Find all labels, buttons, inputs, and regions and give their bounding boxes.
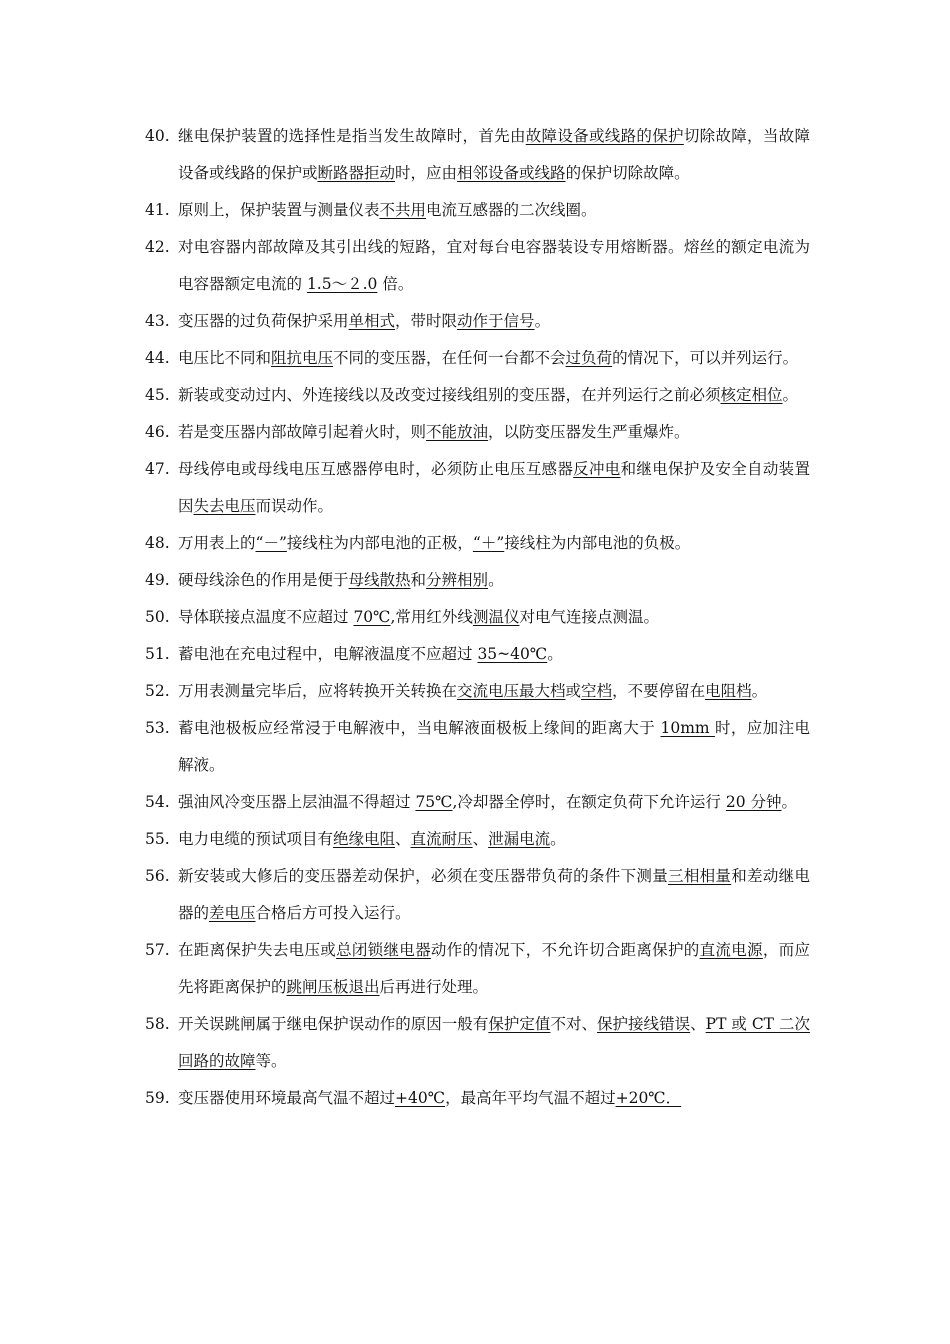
- answer-blank: 母线散热: [348, 571, 411, 589]
- item-text: 电力电缆的预试项目有: [178, 830, 334, 848]
- item-text: 。: [488, 571, 504, 589]
- answer-blank: 不共用: [379, 201, 427, 219]
- item-number: 53.: [145, 719, 170, 737]
- answer-blank: “＋”: [472, 534, 505, 552]
- answer-blank: 20 分钟: [725, 793, 782, 811]
- item-text: ,常用红外线: [390, 608, 473, 626]
- item-text: 和: [410, 571, 427, 589]
- item-number: 42.: [145, 238, 170, 256]
- answer-blank: PT 或 CT 二次回路的故障: [178, 1015, 810, 1070]
- item-text: 不同的变压器，在任何一台都不会: [333, 349, 566, 367]
- item-text: 、: [690, 1015, 706, 1033]
- answer-blank: 测温仪: [472, 608, 520, 626]
- answer-blank: 1.5～２.0: [306, 275, 378, 293]
- answer-blank: 断路器拒动: [317, 164, 396, 182]
- list-item: [145, 599, 810, 636]
- item-text: 和继电保护及安全自动装置因: [178, 460, 810, 515]
- item-number: 55.: [145, 830, 170, 848]
- list-item: [145, 118, 810, 192]
- list-item: [145, 1080, 810, 1117]
- list-item: [145, 784, 810, 821]
- answer-blank: 阻抗电压: [271, 349, 334, 367]
- answer-blank: 三相相量: [668, 867, 732, 885]
- item-number: 56.: [145, 867, 170, 885]
- answer-blank: 75℃: [415, 793, 453, 811]
- item-text: 倍。: [377, 275, 414, 293]
- list-item: [145, 821, 810, 858]
- answer-blank: 35~40℃: [477, 645, 548, 663]
- answer-blank: +40℃: [395, 1089, 446, 1107]
- item-number: 48.: [145, 534, 170, 552]
- item-text: 电流互感器的二次线圈。: [426, 201, 597, 219]
- list-item: [145, 451, 810, 525]
- item-text: 。: [782, 386, 799, 404]
- item-text: 原则上，保护装置与测量仪表: [178, 201, 380, 219]
- item-number: 49.: [145, 571, 170, 589]
- item-text: 。: [781, 793, 798, 811]
- question-list: [145, 118, 810, 1117]
- item-number: 57.: [145, 941, 170, 959]
- list-item: [145, 932, 810, 1006]
- item-text: 合格后方可投入运行。: [255, 904, 411, 922]
- item-text: 。: [547, 645, 563, 663]
- list-item: [145, 192, 810, 229]
- item-number: 51.: [145, 645, 170, 663]
- item-text: ，以防变压器发生严重爆炸。: [488, 423, 690, 441]
- answer-blank: 反冲电: [573, 460, 621, 478]
- answer-blank: 直流电源: [699, 941, 763, 959]
- item-text: 或: [565, 682, 582, 700]
- answer-blank: 故障设备或线路的保护: [525, 127, 684, 145]
- answer-blank: 不能放油: [426, 423, 489, 441]
- item-number: 59.: [145, 1089, 170, 1107]
- item-text: ，带时限: [395, 312, 458, 330]
- list-item: [145, 229, 810, 303]
- answer-blank: 交流电压最大档: [457, 682, 566, 700]
- answer-blank: 绝缘电阻: [333, 830, 396, 848]
- item-text: 接线柱为内部电池的正极，: [286, 534, 473, 552]
- list-item: [145, 562, 810, 599]
- item-number: 52.: [145, 682, 170, 700]
- item-text: 蓄电池在充电过程中，电解液温度不应超过: [178, 645, 478, 663]
- list-item: [145, 673, 810, 710]
- item-number: 50.: [145, 608, 170, 626]
- list-item: [145, 1006, 810, 1080]
- answer-blank: 空档: [581, 682, 613, 700]
- answer-blank: 泄漏电流: [488, 830, 551, 848]
- item-text: 等。: [255, 1052, 287, 1070]
- list-item: [145, 525, 810, 562]
- answer-blank: 差电压: [209, 904, 256, 922]
- answer-blank: 单相式: [348, 312, 396, 330]
- list-item: [145, 636, 810, 673]
- list-item: [145, 303, 810, 340]
- item-text: 。: [751, 682, 768, 700]
- answer-blank: 电阻档: [705, 682, 752, 700]
- item-text: 动作的情况下，不允许切合距离保护的: [430, 941, 700, 959]
- item-text: 强油风冷变压器上层油温不得超过: [178, 793, 416, 811]
- item-number: 47.: [145, 460, 170, 478]
- answer-blank: +20℃．: [615, 1089, 682, 1107]
- item-text: 母线停电或母线电压互感器停电时，必须防止电压互感器: [178, 460, 574, 478]
- item-text: 万用表测量完毕后，应将转换开关转换在: [178, 682, 458, 700]
- item-number: 46.: [145, 423, 170, 441]
- item-text: 而误动作。: [255, 497, 334, 515]
- item-text: 、: [472, 830, 489, 848]
- item-text: 电压比不同和: [178, 349, 272, 367]
- item-text: ，不要停留在: [612, 682, 706, 700]
- answer-blank: 保护接线错误: [597, 1015, 691, 1033]
- item-text: 硬母线涂色的作用是便于: [178, 571, 349, 589]
- item-text: 后再进行处理。: [379, 978, 489, 996]
- item-text: 对电容器内部故障及其引出线的短路，宜对每台电容器装设专用熔断器。熔丝的额定电流为电容器额定电流的: [178, 238, 810, 293]
- item-text: ,冷却器全停时，在额定负荷下允许运行: [452, 793, 726, 811]
- item-text: 时，应由: [395, 164, 458, 182]
- item-text: 接线柱为内部电池的负极。: [504, 534, 691, 552]
- item-text: 。: [550, 830, 566, 848]
- answer-blank: 保护定值: [488, 1015, 551, 1033]
- list-item: [145, 377, 810, 414]
- answer-blank: “－”: [255, 534, 287, 552]
- item-number: 40.: [145, 127, 170, 145]
- answer-blank: 动作于信号: [457, 312, 535, 330]
- answer-blank: 相邻设备或线路: [457, 164, 566, 182]
- answer-blank: 过负荷: [565, 349, 613, 367]
- answer-blank: 失去电压: [193, 497, 256, 515]
- item-text: 对电气连接点测温。: [519, 608, 659, 626]
- item-text: 时，应加注电解液。: [178, 719, 810, 774]
- list-item: [145, 414, 810, 451]
- item-text: 新安装或大修后的变压器差动保护，必须在变压器带负荷的条件下测量: [178, 867, 669, 885]
- item-text: 的情况下，可以并列运行。: [612, 349, 799, 367]
- item-text: 万用表上的: [178, 534, 256, 552]
- item-text: 新装或变动过内、外连接线以及改变过接线组别的变压器，在并列运行之前必须: [178, 386, 721, 404]
- item-text: 开关误跳闸属于继电保护误动作的原因一般有: [178, 1015, 489, 1033]
- item-text: ，最高年平均气温不超过: [445, 1089, 616, 1107]
- item-text: 变压器的过负荷保护采用: [178, 312, 349, 330]
- item-number: 45.: [145, 386, 170, 404]
- item-text: 和差动继电器的: [178, 867, 810, 922]
- answer-blank: 直流耐压: [410, 830, 473, 848]
- item-text: 在距离保护失去电压或: [178, 941, 337, 959]
- answer-blank: 总闭锁继电器: [336, 941, 431, 959]
- item-text: 导体联接点温度不应超过: [178, 608, 354, 626]
- item-text: 蓄电池极板应经常浸于电解液中，当电解液面极板上缘间的距离大于: [178, 719, 661, 737]
- answer-blank: 跳闸压板退出: [286, 978, 380, 996]
- item-text: 。: [534, 312, 551, 330]
- item-text: 切除故障，当故障设备或线路的保护或: [178, 127, 810, 182]
- item-text: 、: [395, 830, 411, 848]
- item-text: ，而应先将距离保护的: [178, 941, 810, 996]
- answer-blank: 70℃: [353, 608, 391, 626]
- answer-blank: 核定相位: [720, 386, 783, 404]
- item-number: 44.: [145, 349, 170, 367]
- answer-blank: 分辨相别: [426, 571, 489, 589]
- list-item: [145, 858, 810, 932]
- item-text: 若是变压器内部故障引起着火时，则: [178, 423, 427, 441]
- list-item: [145, 710, 810, 784]
- item-number: 54.: [145, 793, 170, 811]
- list-item: [145, 340, 810, 377]
- answer-blank: 10mm: [660, 719, 715, 737]
- item-number: 43.: [145, 312, 170, 330]
- item-number: 58.: [145, 1015, 170, 1033]
- item-text: 继电保护装置的选择性是指当发生故障时，首先由: [178, 127, 526, 145]
- item-text: 变压器使用环境最高气温不超过: [178, 1089, 396, 1107]
- item-text: 的保护切除故障。: [565, 164, 690, 182]
- item-text: 不对、: [550, 1015, 597, 1033]
- item-number: 41.: [145, 201, 170, 219]
